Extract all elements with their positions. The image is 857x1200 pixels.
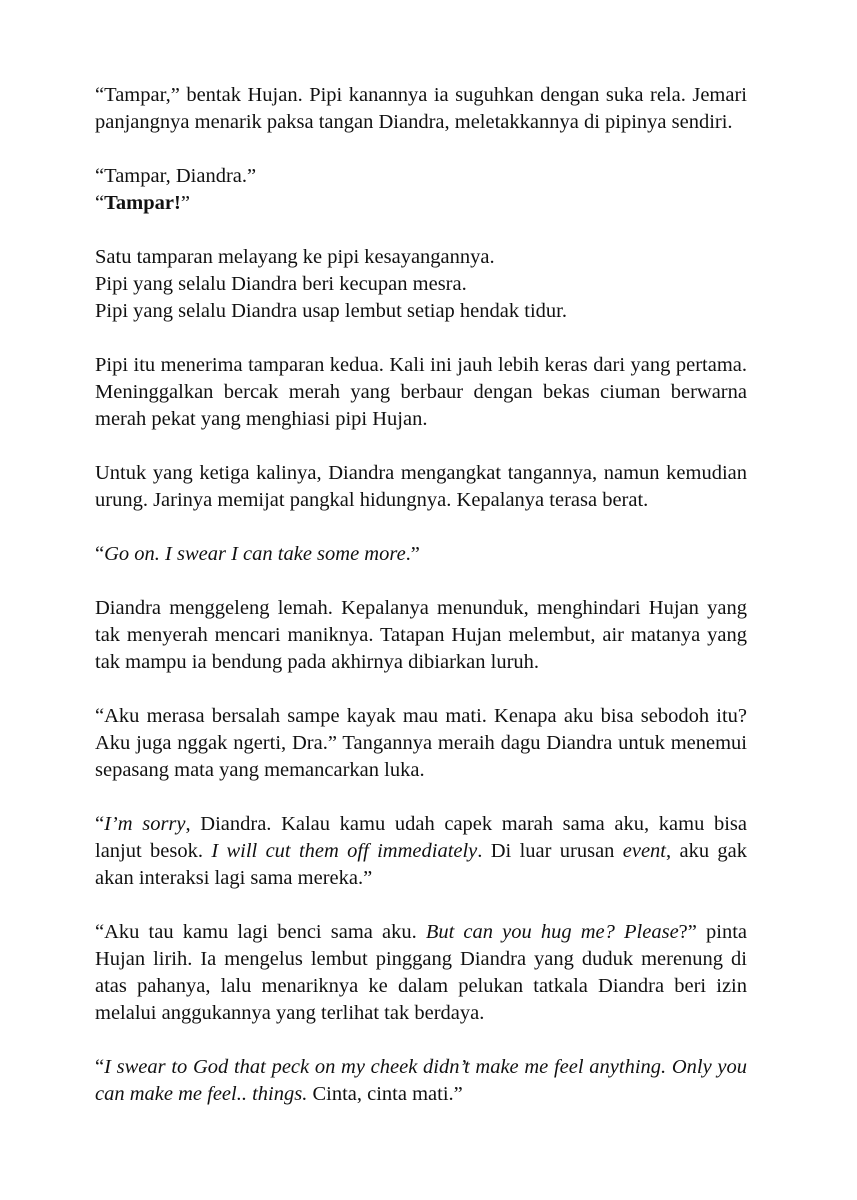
paragraph-8 bbox=[95, 703, 747, 784]
paragraph-1-text: “Tampar,” bentak Hujan. Pipi kanannya ia suguhkan dengan suka rela. Jemari panjangnya menarik paksa tangan Diandra, meletakkannya di pipinya sendiri. bbox=[95, 84, 747, 133]
paragraph-2-line-1: “Tampar, Diandra.” bbox=[95, 165, 257, 187]
paragraph-6 bbox=[95, 541, 747, 568]
paragraph-11 bbox=[95, 1054, 747, 1108]
paragraph-3 bbox=[95, 244, 747, 325]
paragraph-3-line-3: Pipi yang selalu Diandra usap lembut setiap hendak tidur. bbox=[95, 300, 567, 322]
paragraph-2 bbox=[95, 163, 747, 217]
quote-open: “ bbox=[95, 192, 105, 214]
text-3: , aku gak akan interaksi lagi sama mereka.” bbox=[95, 840, 748, 889]
paragraph-8-text: “Aku merasa bersalah sampe kayak mau mati. Kenapa aku bisa sebodoh itu? Aku juga nggak ngerti, Dra.” Tangannya meraih dagu Diandra untuk menemui sepasang mata yang memancarkan luka. bbox=[95, 705, 747, 781]
paragraph-3-line-2: Pipi yang selalu Diandra beri kecupan mesra. bbox=[95, 273, 467, 295]
paragraph-5 bbox=[95, 460, 747, 514]
paragraph-3-line-1: Satu tamparan melayang ke pipi kesayangannya. bbox=[95, 246, 495, 268]
italic-text: Go on. I swear I can take some more bbox=[104, 543, 406, 565]
paragraph-1 bbox=[95, 82, 747, 136]
paragraph-10 bbox=[95, 919, 747, 1027]
paragraph-4-text: Pipi itu menerima tamparan kedua. Kali ini jauh lebih keras dari yang pertama. Meninggalkan bercak merah yang berbaur dengan bekas ciuman berwarna merah pekat yang menghiasi pipi Hujan. bbox=[95, 354, 747, 430]
paragraph-5-text: Untuk yang ketiga kalinya, Diandra mengangkat tangannya, namun kemudian urung. Jarinya memijat pangkal hidungnya. Kepalanya terasa berat. bbox=[95, 462, 747, 511]
italic-text-3: event bbox=[622, 840, 667, 862]
text-2: . Di luar urusan bbox=[477, 840, 623, 862]
paragraph-7-text: Diandra menggeleng lemah. Kepalanya menunduk, menghindari Hujan yang tak menyerah mencari maniknya. Tatapan Hujan melembut, air matanya yang tak mampu ia bendung pada akhirnya dibiarkan luruh. bbox=[95, 597, 747, 673]
italic-text-1: But can you hug me? Please bbox=[425, 921, 679, 943]
quote-open: “ bbox=[95, 543, 105, 565]
paragraph-9 bbox=[95, 811, 747, 892]
quote-open: “ bbox=[95, 813, 105, 835]
italic-text-2: I will cut them off immediately bbox=[211, 840, 478, 862]
quote-close: ” bbox=[180, 192, 190, 214]
text-1: Cinta, cinta mati.” bbox=[307, 1083, 463, 1105]
italic-text-1: I’m sorry bbox=[104, 813, 186, 835]
paragraph-2-line-2 bbox=[95, 190, 747, 217]
bold-exclamation: Tampar! bbox=[104, 192, 181, 214]
quote-close: .” bbox=[405, 543, 420, 565]
text-2: ?” pinta Hujan lirih. Ia mengelus lembut pinggang Diandra yang duduk merenung di atas pahanya, lalu menariknya ke dalam pelukan tatkala Diandra beri izin melalui anggukannya yang terlihat tak berdaya. bbox=[95, 921, 747, 1024]
paragraph-7 bbox=[95, 595, 747, 676]
text-1: “Aku tau kamu lagi benci sama aku. bbox=[95, 921, 426, 943]
paragraph-4 bbox=[95, 352, 747, 433]
italic-text-1: I swear to God that peck on my cheek didn’t make me feel anything. Only you can make me feel.. things. bbox=[95, 1056, 747, 1105]
quote-open: “ bbox=[95, 1056, 105, 1078]
text-1: , Diandra. Kalau kamu udah capek marah sama aku, kamu bisa lanjut besok. bbox=[95, 813, 747, 862]
